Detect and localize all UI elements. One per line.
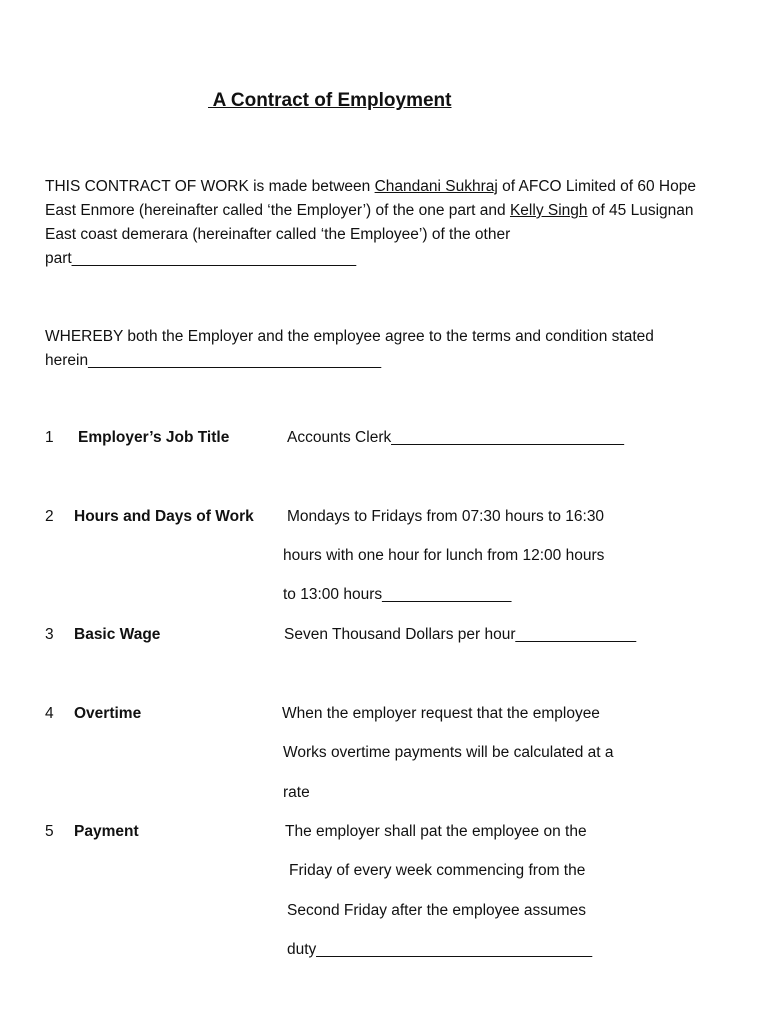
- item-value-payment-line-3: Second Friday after the employee assumes: [287, 902, 586, 919]
- item-label-payment: Payment: [74, 823, 139, 840]
- item-number-2: 2: [45, 508, 54, 525]
- intro-text-3: East Enmore (hereinafter called ‘the Employer’) of the one part and: [45, 202, 510, 219]
- intro-text-2: of AFCO Limited of 60 Hope: [497, 178, 696, 195]
- item-value-job-title: Accounts Clerk___________________________: [287, 429, 624, 446]
- item-number-4: 4: [45, 705, 54, 722]
- item-value-payment-line-2: Friday of every week commencing from the: [289, 862, 586, 879]
- intro-text-6: part_________________________________: [45, 250, 357, 267]
- item-value-payment-line-1: The employer shall pat the employee on the: [285, 823, 587, 840]
- item-value-overtime-line-3: rate: [283, 784, 310, 801]
- intro-text-1: THIS CONTRACT OF WORK is made between: [45, 178, 375, 195]
- item-value-hours-line-3: to 13:00 hours_______________: [283, 586, 512, 603]
- item-number-5: 5: [45, 823, 54, 840]
- employer-name: Chandani Sukhraj: [374, 178, 498, 195]
- whereby-paragraph: [45, 325, 745, 373]
- item-value-payment-line-4: duty________________________________: [287, 941, 593, 958]
- intro-text-4: of 45 Lusignan: [587, 202, 694, 219]
- whereby-line-1: WHEREBY both the Employer and the employee agree to the terms and condition stated: [45, 328, 654, 345]
- item-label-job-title: Employer’s Job Title: [78, 429, 230, 446]
- item-label-basic-wage: Basic Wage: [74, 626, 161, 643]
- item-number-1: 1: [45, 429, 54, 446]
- item-value-overtime-line-1: When the employer request that the employee: [282, 705, 600, 722]
- item-value-basic-wage: Seven Thousand Dollars per hour______________: [284, 626, 637, 643]
- item-value-hours-line-2: hours with one hour for lunch from 12:00 hours: [283, 547, 605, 564]
- item-number-3: 3: [45, 626, 54, 643]
- item-value-hours-line-1: Mondays to Fridays from 07:30 hours to 16:30: [287, 508, 605, 525]
- item-label-hours: Hours and Days of Work: [74, 508, 254, 525]
- item-value-overtime-line-2: Works overtime payments will be calculated at a: [283, 744, 614, 761]
- item-label-overtime: Overtime: [74, 705, 142, 722]
- intro-paragraph: [45, 175, 745, 271]
- whereby-line-2: herein__________________________________: [45, 352, 382, 369]
- employee-name: Kelly Singh: [509, 202, 588, 219]
- document-title: A Contract of Employment: [208, 90, 452, 111]
- intro-text-5: East coast demerara (hereinafter called ‘the Employee’) of the other: [45, 226, 511, 243]
